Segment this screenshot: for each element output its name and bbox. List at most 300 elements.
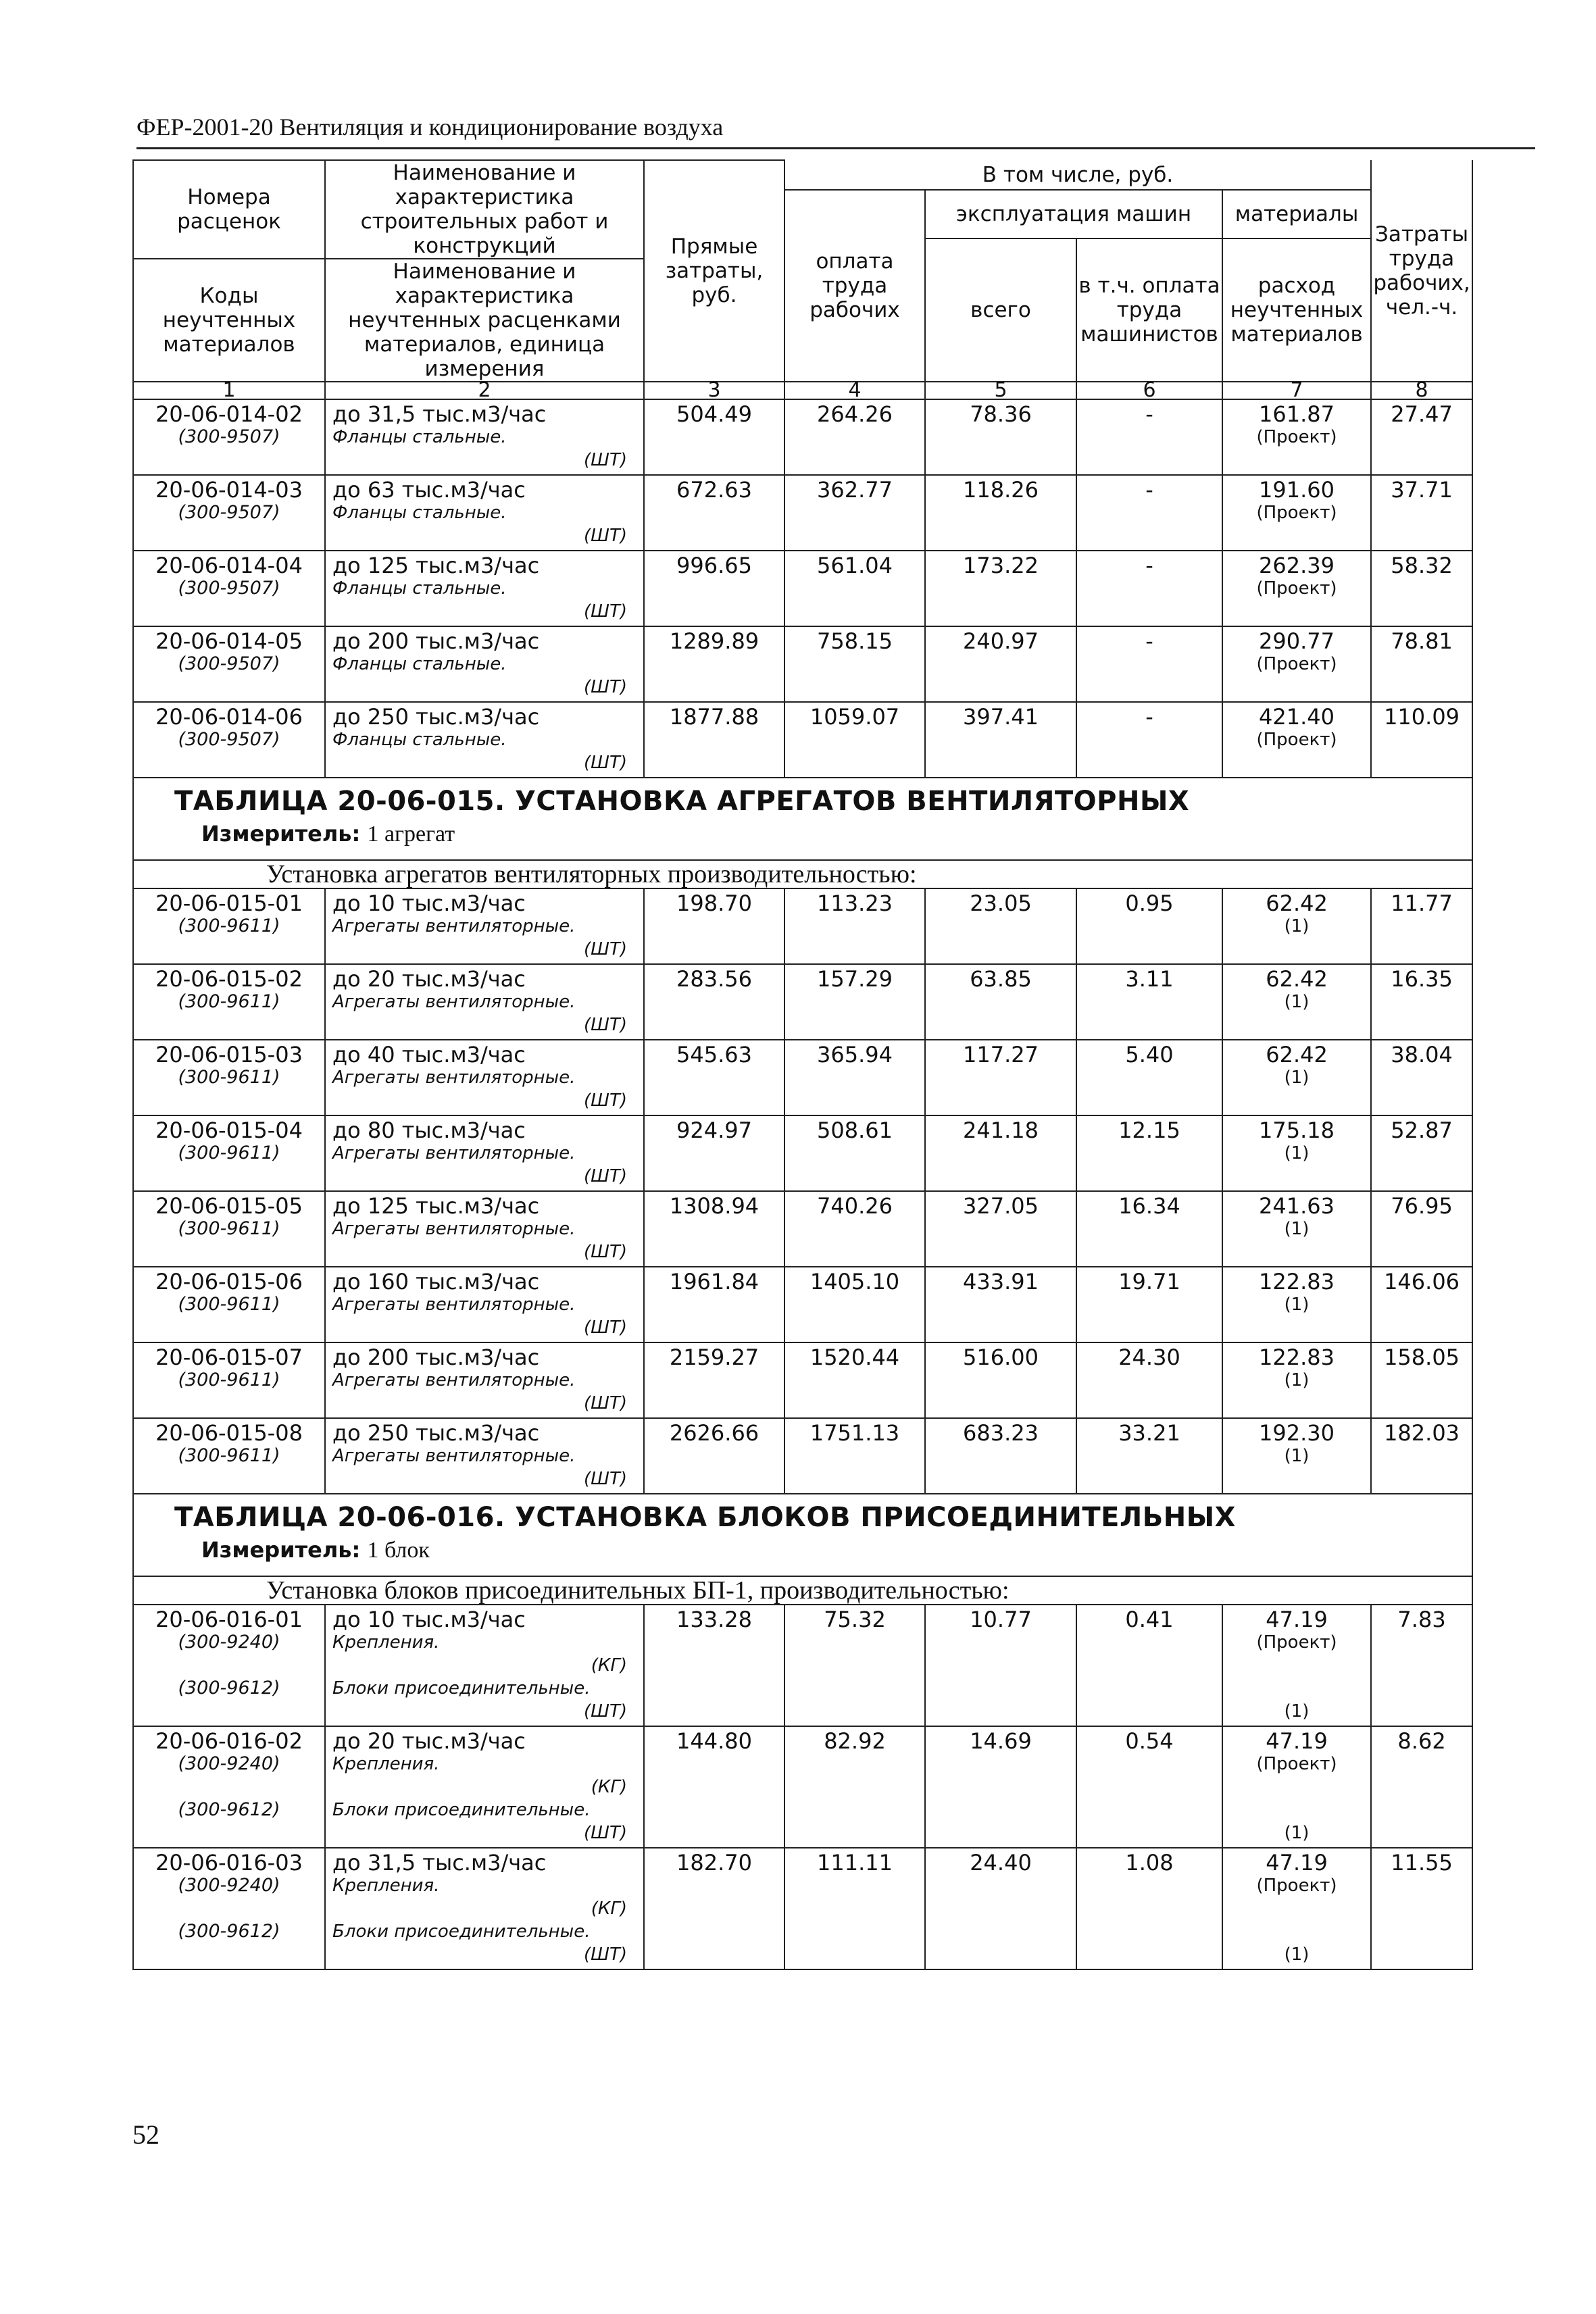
materials-cell — [1222, 1267, 1371, 1342]
col-machines: эксплуатация машин — [925, 190, 1222, 238]
rate-code-cell — [133, 1605, 325, 1726]
work-name: до 250 тыс.м3/час — [332, 704, 540, 730]
page-header: ФЕР-2001-20 Вентиляция и кондиционирование воздуха — [136, 109, 1535, 149]
rate-code: 20-06-016-02 — [155, 1728, 303, 1754]
rate-code: 20-06-015-07 — [155, 1344, 303, 1370]
materials-value: 62.42 — [1266, 966, 1328, 992]
machinists-value: 0.41 — [1076, 1605, 1222, 1726]
workers-value: 365.94 — [784, 1040, 925, 1115]
work-name: до 10 тыс.м3/час — [332, 890, 526, 916]
machinists-value: - — [1076, 399, 1222, 475]
table-row — [133, 551, 1472, 626]
machines-value: 327.05 — [925, 1191, 1076, 1267]
workers-value: 561.04 — [784, 551, 925, 626]
work-name: до 40 тыс.м3/час — [332, 1042, 526, 1067]
material-unit: (ШТ) — [584, 1317, 627, 1338]
material-unit: (ШТ) — [584, 526, 627, 546]
materials-cell — [1222, 626, 1371, 702]
spacer — [1223, 1920, 1370, 1943]
material-qty: (1) — [1284, 1294, 1310, 1315]
direct-value: 2626.66 — [644, 1418, 784, 1494]
material-code: (300-9611) — [178, 1218, 280, 1239]
materials-cell — [1222, 888, 1371, 964]
materials-cell — [1222, 964, 1371, 1040]
col-materials: материалы — [1222, 190, 1371, 238]
work-name: до 125 тыс.м3/час — [332, 553, 540, 578]
measure-line — [174, 1535, 1472, 1565]
machines-value: 683.23 — [925, 1418, 1076, 1494]
materials-value: 191.60 — [1259, 477, 1335, 503]
material-unit: (ШТ) — [584, 1701, 627, 1721]
labor-value: 78.81 — [1371, 626, 1472, 702]
table-body — [133, 399, 1472, 1969]
table-row — [133, 964, 1472, 1040]
section-title-cell — [133, 1494, 1472, 1576]
labor-value: 76.95 — [1371, 1191, 1472, 1267]
material-name: Агрегаты вентиляторные. — [332, 1370, 576, 1390]
col-workers-pay: оплата труда рабочих — [784, 190, 925, 382]
rate-code-cell — [133, 1267, 325, 1342]
work-name: до 250 тыс.м3/час — [332, 1420, 540, 1446]
workers-value: 740.26 — [784, 1191, 925, 1267]
machines-value: 14.69 — [925, 1726, 1076, 1848]
rate-code: 20-06-014-06 — [155, 704, 303, 730]
material-name: Фланцы стальные. — [332, 578, 507, 599]
rate-code-cell — [133, 1418, 325, 1494]
section-subtitle-row — [133, 1576, 1472, 1605]
work-name-cell — [325, 1342, 644, 1418]
section-subtitle: Установка агрегатов вентиляторных производительностью: — [133, 860, 1472, 888]
work-name: до 200 тыс.м3/час — [332, 1344, 540, 1370]
material-unit: (ШТ) — [584, 1393, 627, 1413]
rate-code-cell — [133, 702, 325, 778]
table-row — [133, 1267, 1472, 1342]
material-code: (300-9612) — [178, 1799, 280, 1820]
material-name: Крепления. — [332, 1754, 440, 1774]
machines-value: 63.85 — [925, 964, 1076, 1040]
rate-code: 20-06-015-08 — [155, 1420, 303, 1446]
measure-value: 1 агрегат — [367, 822, 455, 847]
workers-value: 111.11 — [784, 1848, 925, 1969]
section-title-row — [133, 1494, 1472, 1576]
work-name-cell — [325, 1726, 644, 1848]
work-name-cell — [325, 1267, 644, 1342]
machines-value: 173.22 — [925, 551, 1076, 626]
material-qty: (1) — [1284, 1701, 1310, 1721]
direct-value: 1961.84 — [644, 1267, 784, 1342]
labor-value: 7.83 — [1371, 1605, 1472, 1726]
table-row — [133, 1191, 1472, 1267]
material-qty: (1) — [1284, 1143, 1310, 1163]
materials-cell — [1222, 1605, 1371, 1726]
direct-value: 924.97 — [644, 1115, 784, 1191]
machines-value: 24.40 — [925, 1848, 1076, 1969]
work-name: до 125 тыс.м3/час — [332, 1193, 540, 1219]
material-unit: (ШТ) — [584, 1090, 627, 1111]
table-row — [133, 1342, 1472, 1418]
work-name-cell — [325, 964, 644, 1040]
table-row — [133, 702, 1472, 778]
col-number: 8 — [1371, 382, 1472, 399]
rate-code-cell — [133, 1726, 325, 1848]
workers-value: 362.77 — [784, 475, 925, 551]
work-name-cell — [325, 1418, 644, 1494]
material-unit: (ШТ) — [584, 753, 627, 773]
material-code: (300-9507) — [178, 426, 280, 447]
spacer — [1223, 1776, 1370, 1799]
labor-value: 182.03 — [1371, 1418, 1472, 1494]
direct-value: 198.70 — [644, 888, 784, 964]
material-code: (300-9611) — [178, 991, 280, 1012]
materials-value: 290.77 — [1259, 628, 1335, 654]
labor-value: 52.87 — [1371, 1115, 1472, 1191]
section-subtitle-row — [133, 860, 1472, 888]
col-rate-numbers: Номера расценок — [133, 160, 325, 259]
materials-cell — [1222, 399, 1371, 475]
machines-value: 23.05 — [925, 888, 1076, 964]
machines-value: 516.00 — [925, 1342, 1076, 1418]
col-number: 2 — [325, 382, 644, 399]
material-code: (300-9611) — [178, 1067, 280, 1088]
material-name: Агрегаты вентиляторные. — [332, 992, 576, 1012]
labor-value: 8.62 — [1371, 1726, 1472, 1848]
col-codes: Коды неучтенных материалов — [133, 259, 325, 382]
machinists-value: - — [1076, 475, 1222, 551]
rate-code-cell — [133, 399, 325, 475]
material-name: Фланцы стальные. — [332, 730, 507, 750]
material-name: Агрегаты вентиляторные. — [332, 1219, 576, 1239]
material-unit: (ШТ) — [584, 1015, 627, 1035]
materials-value: 62.42 — [1266, 890, 1328, 916]
spacer — [1223, 1654, 1370, 1677]
direct-value: 545.63 — [644, 1040, 784, 1115]
machinists-value: 0.95 — [1076, 888, 1222, 964]
workers-value: 113.23 — [784, 888, 925, 964]
measure-value: 1 блок — [367, 1538, 430, 1563]
table-row — [133, 1848, 1472, 1969]
direct-value: 504.49 — [644, 399, 784, 475]
rate-code-cell — [133, 1342, 325, 1418]
material-unit: (ШТ) — [584, 677, 627, 697]
material-code: (300-9612) — [178, 1921, 280, 1942]
material-qty: (Проект) — [1256, 1754, 1337, 1774]
material-unit: (КГ) — [591, 1898, 627, 1919]
col-material-name: Наименование и характеристика неучтенных расценками материалов, единица измерения — [325, 259, 644, 382]
spacer — [134, 1654, 324, 1677]
material-name: Крепления. — [332, 1876, 440, 1896]
material-unit: (ШТ) — [584, 1242, 627, 1262]
material-name: Фланцы стальные. — [332, 503, 507, 523]
col-number: 7 — [1222, 382, 1371, 399]
table-row — [133, 1115, 1472, 1191]
material-qty: (1) — [1284, 1823, 1310, 1843]
direct-value: 182.70 — [644, 1848, 784, 1969]
work-name-cell — [325, 1848, 644, 1969]
direct-value: 283.56 — [644, 964, 784, 1040]
material-name: Фланцы стальные. — [332, 654, 507, 674]
material-qty: (1) — [1284, 1067, 1310, 1088]
workers-value: 1059.07 — [784, 702, 925, 778]
material-name: Агрегаты вентиляторные. — [332, 916, 576, 936]
material-code: (300-9507) — [178, 653, 280, 674]
labor-value: 16.35 — [1371, 964, 1472, 1040]
labor-value: 146.06 — [1371, 1267, 1472, 1342]
materials-cell — [1222, 702, 1371, 778]
material-name: Блоки присоединительные. — [332, 1800, 591, 1820]
machinists-value: - — [1076, 702, 1222, 778]
col-direct-costs: Прямые затраты, руб. — [644, 160, 784, 382]
work-name-cell — [325, 702, 644, 778]
machines-value: 241.18 — [925, 1115, 1076, 1191]
work-name-cell — [325, 1040, 644, 1115]
table-row — [133, 1726, 1472, 1848]
material-name: Фланцы стальные. — [332, 427, 507, 447]
material-unit: (ШТ) — [584, 939, 627, 959]
rate-code-cell — [133, 1115, 325, 1191]
materials-value: 122.83 — [1259, 1269, 1335, 1294]
labor-value: 158.05 — [1371, 1342, 1472, 1418]
material-code: (300-9507) — [178, 502, 280, 523]
work-name: до 10 тыс.м3/час — [332, 1607, 526, 1632]
spacer — [134, 1776, 324, 1799]
machinists-value: 16.34 — [1076, 1191, 1222, 1267]
spacer — [134, 1897, 324, 1920]
material-qty: (Проект) — [1256, 1632, 1337, 1653]
work-name: до 20 тыс.м3/час — [332, 966, 526, 992]
measure-line — [174, 819, 1472, 849]
workers-value: 508.61 — [784, 1115, 925, 1191]
materials-value: 192.30 — [1259, 1420, 1335, 1446]
page-number: 52 — [132, 2119, 159, 2150]
material-qty: (Проект) — [1256, 503, 1337, 523]
rate-code-cell — [133, 626, 325, 702]
direct-value: 1308.94 — [644, 1191, 784, 1267]
machines-value: 10.77 — [925, 1605, 1076, 1726]
machines-value: 433.91 — [925, 1267, 1076, 1342]
machinists-value: 1.08 — [1076, 1848, 1222, 1969]
direct-value: 1289.89 — [644, 626, 784, 702]
work-name-cell — [325, 399, 644, 475]
rate-code-cell — [133, 1191, 325, 1267]
workers-value: 264.26 — [784, 399, 925, 475]
materials-value: 122.83 — [1259, 1344, 1335, 1370]
col-number: 5 — [925, 382, 1076, 399]
material-qty: (Проект) — [1256, 654, 1337, 674]
workers-value: 1751.13 — [784, 1418, 925, 1494]
table-header — [133, 160, 1472, 402]
rate-code: 20-06-016-03 — [155, 1850, 303, 1876]
table-row — [133, 1418, 1472, 1494]
direct-value: 672.63 — [644, 475, 784, 551]
work-name-cell — [325, 1605, 644, 1726]
material-name: Агрегаты вентиляторные. — [332, 1446, 576, 1466]
material-unit: (КГ) — [591, 1777, 627, 1797]
workers-value: 157.29 — [784, 964, 925, 1040]
machines-value: 78.36 — [925, 399, 1076, 475]
col-machines-total: всего — [925, 238, 1076, 382]
material-code: (300-9611) — [178, 1142, 280, 1163]
rate-code: 20-06-015-06 — [155, 1269, 303, 1294]
materials-cell — [1222, 1418, 1371, 1494]
rates-table — [132, 159, 1473, 1970]
rate-code: 20-06-014-04 — [155, 553, 303, 578]
labor-value: 11.55 — [1371, 1848, 1472, 1969]
table-title: ТАБЛИЦА 20-06-016. УСТАНОВКА БЛОКОВ ПРИСОЕДИНИТЕЛЬНЫХ — [174, 1502, 1236, 1533]
rate-code-cell — [133, 964, 325, 1040]
machinists-value: 19.71 — [1076, 1267, 1222, 1342]
rate-code: 20-06-015-01 — [155, 890, 303, 916]
material-unit: (ШТ) — [584, 1469, 627, 1489]
machinists-value: 3.11 — [1076, 964, 1222, 1040]
work-name: до 31,5 тыс.м3/час — [332, 401, 547, 427]
material-qty: (1) — [1284, 992, 1310, 1012]
section-title-row — [133, 778, 1472, 860]
work-name-cell — [325, 1115, 644, 1191]
work-name-cell — [325, 626, 644, 702]
work-name-cell — [325, 1191, 644, 1267]
materials-cell — [1222, 1726, 1371, 1848]
rate-code: 20-06-014-05 — [155, 628, 303, 654]
material-code: (300-9507) — [178, 578, 280, 599]
materials-value: 47.19 — [1266, 1607, 1328, 1632]
material-code: (300-9611) — [178, 915, 280, 936]
materials-value: 175.18 — [1259, 1117, 1335, 1143]
material-unit: (КГ) — [591, 1655, 627, 1676]
material-qty: (Проект) — [1256, 427, 1337, 447]
materials-cell — [1222, 475, 1371, 551]
col-number: 4 — [784, 382, 925, 399]
col-materials-usage: расход неучтенных материалов — [1222, 238, 1371, 382]
rate-code: 20-06-014-03 — [155, 477, 303, 503]
machinists-value: 5.40 — [1076, 1040, 1222, 1115]
rate-code-cell — [133, 888, 325, 964]
material-qty: (Проект) — [1256, 730, 1337, 750]
material-unit: (ШТ) — [584, 601, 627, 622]
material-name: Блоки присоединительные. — [332, 1678, 591, 1699]
spacer — [1223, 1677, 1370, 1700]
work-name-cell — [325, 551, 644, 626]
materials-value: 241.63 — [1259, 1193, 1335, 1219]
machines-value: 240.97 — [925, 626, 1076, 702]
material-unit: (ШТ) — [584, 1823, 627, 1843]
labor-value: 38.04 — [1371, 1040, 1472, 1115]
work-name: до 63 тыс.м3/час — [332, 477, 526, 503]
material-unit: (ШТ) — [584, 1166, 627, 1186]
material-unit: (ШТ) — [584, 1944, 627, 1965]
material-code: (300-9611) — [178, 1445, 280, 1466]
rate-code-cell — [133, 1848, 325, 1969]
material-code: (300-9611) — [178, 1294, 280, 1315]
machinists-value: 33.21 — [1076, 1418, 1222, 1494]
materials-value: 161.87 — [1259, 401, 1335, 427]
direct-value: 996.65 — [644, 551, 784, 626]
direct-value: 1877.88 — [644, 702, 784, 778]
spacer — [1223, 1799, 1370, 1821]
rate-code-cell — [133, 1040, 325, 1115]
workers-value: 75.32 — [784, 1605, 925, 1726]
table-row — [133, 399, 1472, 475]
material-code: (300-9507) — [178, 729, 280, 750]
table-row — [133, 1605, 1472, 1726]
workers-value: 82.92 — [784, 1726, 925, 1848]
rate-code: 20-06-015-03 — [155, 1042, 303, 1067]
col-work-name: Наименование и характеристика строительных работ и конструкций — [325, 160, 644, 259]
material-name: Крепления. — [332, 1632, 440, 1653]
table-row — [133, 626, 1472, 702]
workers-value: 1520.44 — [784, 1342, 925, 1418]
workers-value: 1405.10 — [784, 1267, 925, 1342]
material-name: Блоки присоединительные. — [332, 1921, 591, 1942]
rate-code: 20-06-014-02 — [155, 401, 303, 427]
direct-value: 2159.27 — [644, 1342, 784, 1418]
rate-code-cell — [133, 475, 325, 551]
materials-cell — [1222, 1848, 1371, 1969]
materials-value: 421.40 — [1259, 704, 1335, 730]
labor-value: 110.09 — [1371, 702, 1472, 778]
table-row — [133, 475, 1472, 551]
col-number: 6 — [1076, 382, 1222, 399]
work-name: до 200 тыс.м3/час — [332, 628, 540, 654]
table-title: ТАБЛИЦА 20-06-015. УСТАНОВКА АГРЕГАТОВ ВЕНТИЛЯТОРНЫХ — [174, 786, 1190, 817]
direct-value: 133.28 — [644, 1605, 784, 1726]
col-including: В том числе, руб. — [784, 160, 1371, 190]
material-code: (300-9240) — [178, 1632, 280, 1653]
material-qty: (1) — [1284, 916, 1310, 936]
materials-cell — [1222, 551, 1371, 626]
machinists-value: 12.15 — [1076, 1115, 1222, 1191]
machines-value: 117.27 — [925, 1040, 1076, 1115]
material-qty: (Проект) — [1256, 578, 1337, 599]
measure-label: Измеритель: — [201, 1537, 361, 1563]
material-name: Агрегаты вентиляторные. — [332, 1143, 576, 1163]
materials-cell — [1222, 1342, 1371, 1418]
table-row — [133, 1040, 1472, 1115]
col-number: 3 — [644, 382, 784, 399]
machinists-value: - — [1076, 551, 1222, 626]
machines-value: 397.41 — [925, 702, 1076, 778]
material-qty: (Проект) — [1256, 1876, 1337, 1896]
col-labor: Затраты труда рабочих, чел.-ч. — [1371, 160, 1472, 382]
machinists-value: 0.54 — [1076, 1726, 1222, 1848]
work-name: до 20 тыс.м3/час — [332, 1728, 526, 1754]
materials-value: 62.42 — [1266, 1042, 1328, 1067]
material-qty: (1) — [1284, 1944, 1310, 1965]
materials-cell — [1222, 1040, 1371, 1115]
materials-value: 47.19 — [1266, 1728, 1328, 1754]
rate-code: 20-06-015-04 — [155, 1117, 303, 1143]
machinists-value: - — [1076, 626, 1222, 702]
work-name: до 160 тыс.м3/час — [332, 1269, 540, 1294]
material-unit: (ШТ) — [584, 450, 627, 470]
material-name: Агрегаты вентиляторные. — [332, 1294, 576, 1315]
material-code: (300-9612) — [178, 1678, 280, 1699]
labor-value: 27.47 — [1371, 399, 1472, 475]
material-code: (300-9240) — [178, 1875, 280, 1896]
col-machinists-pay: в т.ч. оплата труда машинистов — [1076, 238, 1222, 382]
machinists-value: 24.30 — [1076, 1342, 1222, 1418]
col-number: 1 — [133, 382, 325, 399]
labor-value: 58.32 — [1371, 551, 1472, 626]
labor-value: 11.77 — [1371, 888, 1472, 964]
material-qty: (1) — [1284, 1370, 1310, 1390]
workers-value: 758.15 — [784, 626, 925, 702]
spacer — [1223, 1897, 1370, 1920]
material-code: (300-9240) — [178, 1753, 280, 1774]
materials-value: 262.39 — [1259, 553, 1335, 578]
work-name: до 31,5 тыс.м3/час — [332, 1850, 547, 1876]
rate-code: 20-06-015-05 — [155, 1193, 303, 1219]
material-qty: (1) — [1284, 1219, 1310, 1239]
